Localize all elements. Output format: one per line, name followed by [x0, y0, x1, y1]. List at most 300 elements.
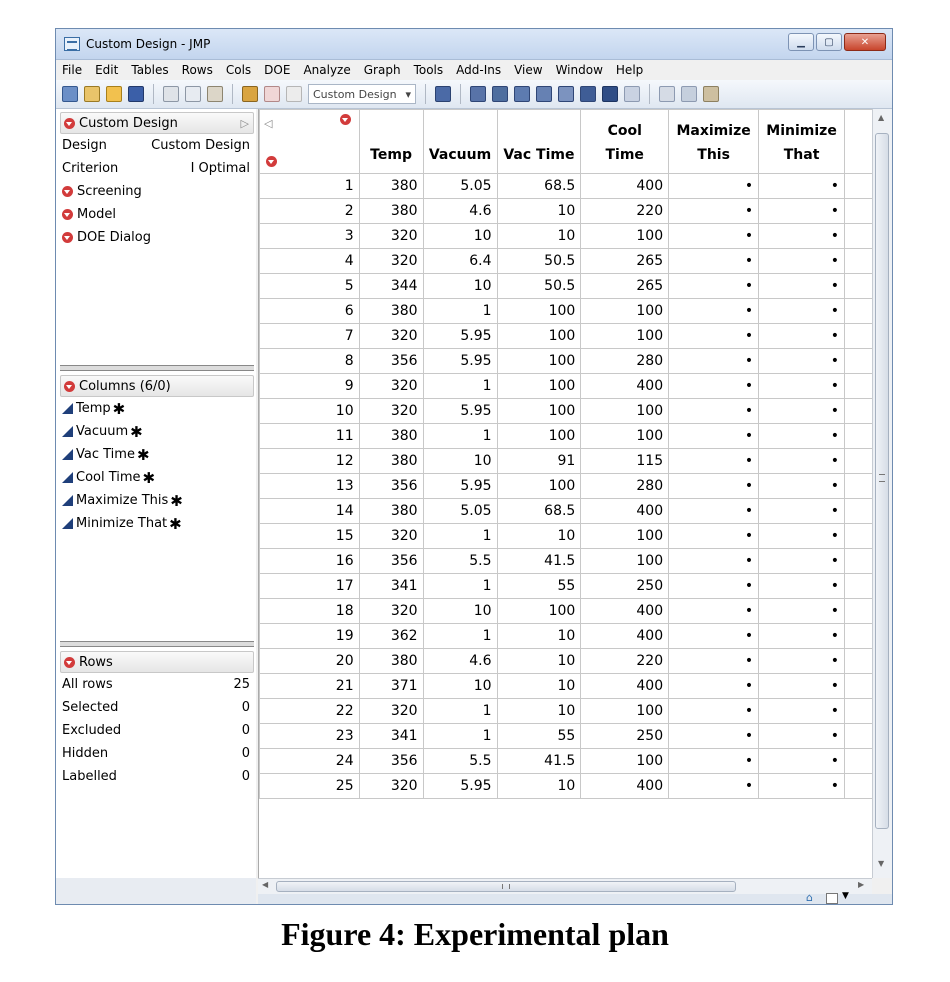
missing-value-cell[interactable]: •: [669, 524, 759, 549]
data-cell[interactable]: 400: [581, 374, 669, 399]
red-triangle-menu-icon[interactable]: [62, 232, 73, 243]
data-cell[interactable]: 100: [497, 299, 581, 324]
missing-value-cell[interactable]: •: [669, 549, 759, 574]
missing-value-cell[interactable]: •: [669, 224, 759, 249]
column-item[interactable]: [60, 420, 254, 443]
tabulate-icon[interactable]: [681, 86, 697, 102]
horizontal-scrollbar[interactable]: [258, 878, 872, 895]
missing-value-cell[interactable]: •: [669, 199, 759, 224]
data-cell[interactable]: 250: [581, 574, 669, 599]
cut-icon[interactable]: [163, 86, 179, 102]
data-cell[interactable]: 5.95: [423, 474, 497, 499]
join-icon[interactable]: [602, 86, 618, 102]
data-cell[interactable]: 5.5: [423, 749, 497, 774]
table-variable-row[interactable]: [60, 134, 254, 157]
missing-value-cell[interactable]: •: [669, 299, 759, 324]
table-row[interactable]: [260, 674, 873, 699]
data-cell[interactable]: 100: [497, 324, 581, 349]
summary-icon[interactable]: [659, 86, 675, 102]
data-cell[interactable]: 250: [581, 724, 669, 749]
data-cell[interactable]: 100: [581, 399, 669, 424]
menu-view[interactable]: View: [514, 63, 543, 77]
data-cell[interactable]: 5.95: [423, 324, 497, 349]
data-cell[interactable]: 100: [581, 324, 669, 349]
data-cell[interactable]: 400: [581, 174, 669, 199]
menu-addins[interactable]: Add-Ins: [456, 63, 502, 77]
table-row[interactable]: [260, 349, 873, 374]
missing-value-cell[interactable]: •: [669, 699, 759, 724]
data-cell[interactable]: 265: [581, 274, 669, 299]
red-triangle-menu-icon[interactable]: [340, 114, 351, 125]
data-cell[interactable]: 320: [359, 399, 423, 424]
data-cell[interactable]: 320: [359, 324, 423, 349]
column-item[interactable]: [60, 397, 254, 420]
column-item[interactable]: [60, 443, 254, 466]
data-cell[interactable]: 400: [581, 624, 669, 649]
column-item[interactable]: [60, 489, 254, 512]
data-cell[interactable]: 341: [359, 724, 423, 749]
data-cell[interactable]: 10: [497, 224, 581, 249]
data-cell[interactable]: 100: [581, 699, 669, 724]
column-item[interactable]: [60, 466, 254, 489]
row-number-cell[interactable]: 7: [260, 324, 360, 349]
data-cell[interactable]: 10: [497, 674, 581, 699]
missing-value-cell[interactable]: •: [669, 424, 759, 449]
missing-value-cell[interactable]: •: [759, 449, 845, 474]
data-cell[interactable]: 320: [359, 249, 423, 274]
table-row[interactable]: [260, 374, 873, 399]
maximize-button[interactable]: ▢: [816, 33, 842, 51]
select-tool-icon[interactable]: [286, 86, 302, 102]
data-table-icon[interactable]: [435, 86, 451, 102]
data-cell[interactable]: 1: [423, 374, 497, 399]
data-cell[interactable]: 10: [497, 524, 581, 549]
missing-value-cell[interactable]: •: [669, 249, 759, 274]
data-cell[interactable]: 100: [497, 399, 581, 424]
menu-edit[interactable]: Edit: [95, 63, 119, 77]
asterisk-icon[interactable]: ✱: [170, 491, 183, 510]
table-row[interactable]: [260, 574, 873, 599]
menu-file[interactable]: File: [62, 63, 83, 77]
row-number-cell[interactable]: 13: [260, 474, 360, 499]
table-row[interactable]: [260, 274, 873, 299]
rows-pane-header[interactable]: [60, 651, 254, 673]
missing-value-cell[interactable]: •: [669, 674, 759, 699]
menu-help[interactable]: Help: [615, 63, 644, 77]
toolbar-separator: [425, 84, 426, 104]
horizontal-scroll-thumb[interactable]: [276, 881, 736, 892]
data-cell[interactable]: 100: [497, 599, 581, 624]
column-header-maximize-this[interactable]: Maximize This: [669, 110, 759, 174]
data-cell[interactable]: 100: [497, 374, 581, 399]
data-cell[interactable]: 400: [581, 774, 669, 799]
data-cell[interactable]: 344: [359, 274, 423, 299]
copy-icon[interactable]: [185, 86, 201, 102]
table-row[interactable]: [260, 624, 873, 649]
continuous-column-icon: [62, 403, 73, 414]
column-header-vacuum[interactable]: Vacuum: [423, 110, 497, 174]
missing-value-cell[interactable]: •: [759, 549, 845, 574]
window-list-icon[interactable]: [826, 893, 838, 904]
new-script-icon[interactable]: [84, 86, 100, 102]
collapse-arrow-icon[interactable]: ▷: [240, 116, 249, 130]
table-row[interactable]: [260, 749, 873, 774]
missing-value-cell[interactable]: •: [759, 649, 845, 674]
table-pane-header[interactable]: [60, 112, 254, 134]
data-cell[interactable]: 320: [359, 374, 423, 399]
data-cell[interactable]: 320: [359, 524, 423, 549]
data-cell[interactable]: 115: [581, 449, 669, 474]
transpose-icon[interactable]: [558, 86, 574, 102]
data-cell[interactable]: 100: [581, 424, 669, 449]
data-cell[interactable]: 10: [497, 649, 581, 674]
data-cell[interactable]: 1: [423, 624, 497, 649]
row-number-cell[interactable]: 25: [260, 774, 360, 799]
table-row[interactable]: [260, 599, 873, 624]
data-cell[interactable]: 380: [359, 199, 423, 224]
table-row[interactable]: [260, 174, 873, 199]
missing-value-cell[interactable]: •: [759, 424, 845, 449]
data-cell[interactable]: 265: [581, 249, 669, 274]
close-button[interactable]: ✕: [844, 33, 886, 51]
missing-value-cell[interactable]: •: [759, 574, 845, 599]
table-row[interactable]: [260, 549, 873, 574]
data-cell[interactable]: 10: [497, 774, 581, 799]
pane-splitter[interactable]: [60, 641, 254, 647]
table-row[interactable]: [260, 324, 873, 349]
missing-value-cell[interactable]: •: [759, 324, 845, 349]
data-cell[interactable]: 356: [359, 349, 423, 374]
asterisk-icon[interactable]: ✱: [130, 422, 143, 441]
row-number-cell[interactable]: 17: [260, 574, 360, 599]
data-cell[interactable]: 400: [581, 499, 669, 524]
rows-stat-row: [60, 765, 254, 788]
data-cell[interactable]: 41.5: [497, 549, 581, 574]
missing-value-cell[interactable]: •: [759, 249, 845, 274]
row-number-cell[interactable]: 20: [260, 649, 360, 674]
column-header-minimize-that[interactable]: Minimize That: [759, 110, 845, 174]
data-cell[interactable]: 100: [581, 524, 669, 549]
data-cell[interactable]: 5.95: [423, 774, 497, 799]
table-row[interactable]: [260, 524, 873, 549]
row-number-cell[interactable]: 21: [260, 674, 360, 699]
table-row[interactable]: [260, 699, 873, 724]
chevron-down-icon[interactable]: ▼: [842, 891, 849, 901]
table-row[interactable]: [260, 424, 873, 449]
data-cell[interactable]: 1: [423, 299, 497, 324]
missing-value-cell[interactable]: •: [759, 749, 845, 774]
data-cell[interactable]: 100: [497, 424, 581, 449]
open-folder-icon[interactable]: [106, 86, 122, 102]
data-cell[interactable]: 400: [581, 599, 669, 624]
data-cell[interactable]: 371: [359, 674, 423, 699]
data-cell[interactable]: 320: [359, 774, 423, 799]
data-cell[interactable]: 341: [359, 574, 423, 599]
missing-value-cell[interactable]: •: [759, 724, 845, 749]
scroll-down-arrow-icon[interactable]: ▼: [878, 859, 885, 868]
menu-graph[interactable]: Graph: [363, 63, 401, 77]
data-cell[interactable]: 100: [581, 549, 669, 574]
data-cell[interactable]: 91: [497, 449, 581, 474]
table-row[interactable]: [260, 499, 873, 524]
row-number-cell[interactable]: 5: [260, 274, 360, 299]
vertical-scroll-thumb[interactable]: [875, 133, 889, 829]
empty-cell: [845, 224, 873, 249]
row-number-cell[interactable]: 15: [260, 524, 360, 549]
row-number-cell[interactable]: 19: [260, 624, 360, 649]
row-number-cell[interactable]: 8: [260, 349, 360, 374]
platform-combo[interactable]: [308, 84, 416, 104]
concatenate-icon[interactable]: [580, 86, 596, 102]
asterisk-icon[interactable]: ✱: [136, 445, 150, 464]
table-row[interactable]: [260, 474, 873, 499]
row-number-cell[interactable]: 14: [260, 499, 360, 524]
data-cell[interactable]: 5.05: [423, 174, 497, 199]
data-cell[interactable]: 220: [581, 649, 669, 674]
row-number-cell[interactable]: 6: [260, 299, 360, 324]
missing-value-cell[interactable]: •: [669, 624, 759, 649]
data-cell[interactable]: 380: [359, 424, 423, 449]
row-number-cell[interactable]: 12: [260, 449, 360, 474]
data-cell[interactable]: 380: [359, 174, 423, 199]
red-triangle-menu-icon[interactable]: [62, 186, 73, 197]
row-number-cell[interactable]: 9: [260, 374, 360, 399]
data-cell[interactable]: 10: [423, 224, 497, 249]
missing-value-cell[interactable]: •: [669, 274, 759, 299]
data-cell[interactable]: 10: [497, 199, 581, 224]
data-cell[interactable]: 356: [359, 549, 423, 574]
data-cell[interactable]: 10: [423, 599, 497, 624]
column-header-temp[interactable]: Temp: [359, 110, 423, 174]
missing-value-cell[interactable]: •: [759, 599, 845, 624]
sort-icon[interactable]: [492, 86, 508, 102]
table-row[interactable]: [260, 299, 873, 324]
data-cell[interactable]: 380: [359, 499, 423, 524]
red-triangle-menu-icon[interactable]: [64, 657, 75, 668]
data-cell[interactable]: 356: [359, 749, 423, 774]
table-script-label: DOE Dialog: [77, 230, 151, 245]
row-number-cell[interactable]: 16: [260, 549, 360, 574]
data-cell[interactable]: 68.5: [497, 174, 581, 199]
menu-cols[interactable]: Cols: [225, 63, 252, 77]
data-cell[interactable]: 320: [359, 599, 423, 624]
missing-value-cell[interactable]: •: [759, 699, 845, 724]
data-cell[interactable]: 1: [423, 424, 497, 449]
rows-stat-label: Hidden: [62, 746, 109, 761]
scroll-left-arrow-icon[interactable]: ◀: [262, 880, 269, 889]
missing-value-cell[interactable]: •: [759, 299, 845, 324]
missing-value-cell[interactable]: •: [669, 724, 759, 749]
data-cell[interactable]: 100: [581, 224, 669, 249]
export-icon[interactable]: [264, 86, 280, 102]
data-cell[interactable]: 100: [581, 749, 669, 774]
journal-icon[interactable]: [703, 86, 719, 102]
table-script-screening[interactable]: [60, 180, 254, 203]
missing-value-cell[interactable]: •: [669, 649, 759, 674]
missing-value-cell[interactable]: •: [759, 474, 845, 499]
row-header-corner[interactable]: [260, 110, 360, 174]
rows-stat-row: [60, 673, 254, 696]
menu-rows[interactable]: Rows: [181, 63, 213, 77]
jmp-window: [55, 28, 893, 905]
table-row[interactable]: [260, 649, 873, 674]
data-cell[interactable]: 1: [423, 699, 497, 724]
data-cell[interactable]: 4.6: [423, 649, 497, 674]
paste-icon[interactable]: [207, 86, 223, 102]
data-cell[interactable]: 6.4: [423, 249, 497, 274]
table-row[interactable]: [260, 249, 873, 274]
table-row[interactable]: [260, 724, 873, 749]
empty-cell: [845, 424, 873, 449]
menu-tables[interactable]: Tables: [131, 63, 169, 77]
missing-value-cell[interactable]: •: [759, 624, 845, 649]
missing-value-cell[interactable]: •: [759, 774, 845, 799]
data-cell[interactable]: 100: [497, 474, 581, 499]
data-cell[interactable]: 50.5: [497, 249, 581, 274]
data-cell[interactable]: 380: [359, 449, 423, 474]
update-icon[interactable]: [624, 86, 640, 102]
left-arrow-icon[interactable]: ◁: [264, 117, 273, 130]
missing-value-cell[interactable]: •: [759, 399, 845, 424]
data-cell[interactable]: 100: [581, 299, 669, 324]
data-cell[interactable]: 50.5: [497, 274, 581, 299]
missing-value-cell[interactable]: •: [669, 449, 759, 474]
missing-value-cell[interactable]: •: [759, 524, 845, 549]
data-cell[interactable]: 55: [497, 724, 581, 749]
data-cell[interactable]: 5.95: [423, 399, 497, 424]
scroll-right-arrow-icon[interactable]: ▶: [858, 880, 865, 889]
table-row[interactable]: [260, 774, 873, 799]
asterisk-icon[interactable]: ✱: [112, 399, 126, 418]
red-triangle-menu-icon[interactable]: [266, 156, 277, 167]
data-cell[interactable]: 10: [497, 624, 581, 649]
data-cell[interactable]: 5.05: [423, 499, 497, 524]
row-number-cell[interactable]: 2: [260, 199, 360, 224]
data-cell[interactable]: 220: [581, 199, 669, 224]
red-triangle-menu-icon[interactable]: [64, 381, 75, 392]
vertical-scrollbar[interactable]: [872, 109, 893, 878]
data-cell[interactable]: 5.95: [423, 349, 497, 374]
missing-value-cell[interactable]: •: [669, 374, 759, 399]
data-cell[interactable]: 356: [359, 474, 423, 499]
data-cell[interactable]: 362: [359, 624, 423, 649]
new-data-table-icon[interactable]: [62, 86, 78, 102]
row-number-cell[interactable]: 24: [260, 749, 360, 774]
data-cell[interactable]: 320: [359, 699, 423, 724]
split-icon[interactable]: [536, 86, 552, 102]
subset-icon[interactable]: [470, 86, 486, 102]
asterisk-icon[interactable]: ✱: [142, 468, 156, 487]
data-cell[interactable]: 55: [497, 574, 581, 599]
window-title: Custom Design - JMP: [86, 37, 211, 51]
missing-value-cell[interactable]: •: [759, 674, 845, 699]
menu-window[interactable]: Window: [555, 63, 603, 77]
data-cell[interactable]: 280: [581, 349, 669, 374]
table-row[interactable]: [260, 224, 873, 249]
missing-value-cell[interactable]: •: [759, 274, 845, 299]
column-header-cool-time[interactable]: Cool Time: [581, 110, 669, 174]
data-cell[interactable]: 41.5: [497, 749, 581, 774]
red-triangle-menu-icon[interactable]: [62, 209, 73, 220]
menu-doe[interactable]: DOE: [264, 63, 291, 77]
data-cell[interactable]: 1: [423, 574, 497, 599]
asterisk-icon[interactable]: ✱: [169, 514, 182, 533]
table-row[interactable]: [260, 399, 873, 424]
missing-value-cell[interactable]: •: [669, 499, 759, 524]
missing-value-cell[interactable]: •: [669, 599, 759, 624]
table-script-doe-dialog[interactable]: [60, 226, 254, 249]
columns-pane-header[interactable]: [60, 375, 254, 397]
table-row[interactable]: [260, 449, 873, 474]
table-script-model[interactable]: [60, 203, 254, 226]
row-number-cell[interactable]: 1: [260, 174, 360, 199]
print-icon[interactable]: [242, 86, 258, 102]
row-number-cell[interactable]: 23: [260, 724, 360, 749]
data-cell[interactable]: 10: [423, 674, 497, 699]
table-row[interactable]: [260, 199, 873, 224]
data-cell[interactable]: 10: [423, 274, 497, 299]
data-cell[interactable]: 4.6: [423, 199, 497, 224]
data-cell[interactable]: 5.5: [423, 549, 497, 574]
column-header-vac-time[interactable]: Vac Time: [497, 110, 581, 174]
missing-value-cell[interactable]: •: [669, 574, 759, 599]
menu-tools[interactable]: Tools: [413, 63, 444, 77]
data-cell[interactable]: 380: [359, 299, 423, 324]
missing-value-cell[interactable]: •: [759, 199, 845, 224]
row-number-cell[interactable]: 18: [260, 599, 360, 624]
missing-value-cell[interactable]: •: [669, 324, 759, 349]
missing-value-cell[interactable]: •: [669, 774, 759, 799]
data-cell[interactable]: 10: [423, 449, 497, 474]
row-number-cell[interactable]: 22: [260, 699, 360, 724]
missing-value-cell[interactable]: •: [759, 349, 845, 374]
data-cell[interactable]: 100: [497, 349, 581, 374]
menu-analyze[interactable]: Analyze: [303, 63, 351, 77]
data-cell[interactable]: 10: [497, 699, 581, 724]
home-icon[interactable]: ⌂: [806, 891, 813, 904]
row-number-cell[interactable]: 10: [260, 399, 360, 424]
data-cell[interactable]: 68.5: [497, 499, 581, 524]
stack-icon[interactable]: [514, 86, 530, 102]
scroll-up-arrow-icon[interactable]: ▲: [878, 113, 885, 122]
data-cell[interactable]: 380: [359, 649, 423, 674]
missing-value-cell[interactable]: •: [669, 474, 759, 499]
data-cell[interactable]: 320: [359, 224, 423, 249]
data-cell[interactable]: 1: [423, 724, 497, 749]
red-triangle-menu-icon[interactable]: [64, 118, 75, 129]
row-number-cell[interactable]: 3: [260, 224, 360, 249]
missing-value-cell[interactable]: •: [759, 374, 845, 399]
minimize-button[interactable]: ▁: [788, 33, 814, 51]
missing-value-cell[interactable]: •: [759, 499, 845, 524]
pane-splitter[interactable]: [60, 365, 254, 371]
missing-value-cell[interactable]: •: [669, 399, 759, 424]
missing-value-cell[interactable]: •: [759, 174, 845, 199]
column-item[interactable]: [60, 512, 254, 535]
row-number-cell[interactable]: 4: [260, 249, 360, 274]
data-cell[interactable]: 1: [423, 524, 497, 549]
missing-value-cell[interactable]: •: [669, 349, 759, 374]
left-panel: [56, 109, 256, 878]
row-number-cell[interactable]: 11: [260, 424, 360, 449]
missing-value-cell[interactable]: •: [669, 749, 759, 774]
missing-value-cell[interactable]: •: [759, 224, 845, 249]
save-icon[interactable]: [128, 86, 144, 102]
data-cell[interactable]: 400: [581, 674, 669, 699]
missing-value-cell[interactable]: •: [669, 174, 759, 199]
table-variable-row[interactable]: [60, 157, 254, 180]
data-cell[interactable]: 280: [581, 474, 669, 499]
